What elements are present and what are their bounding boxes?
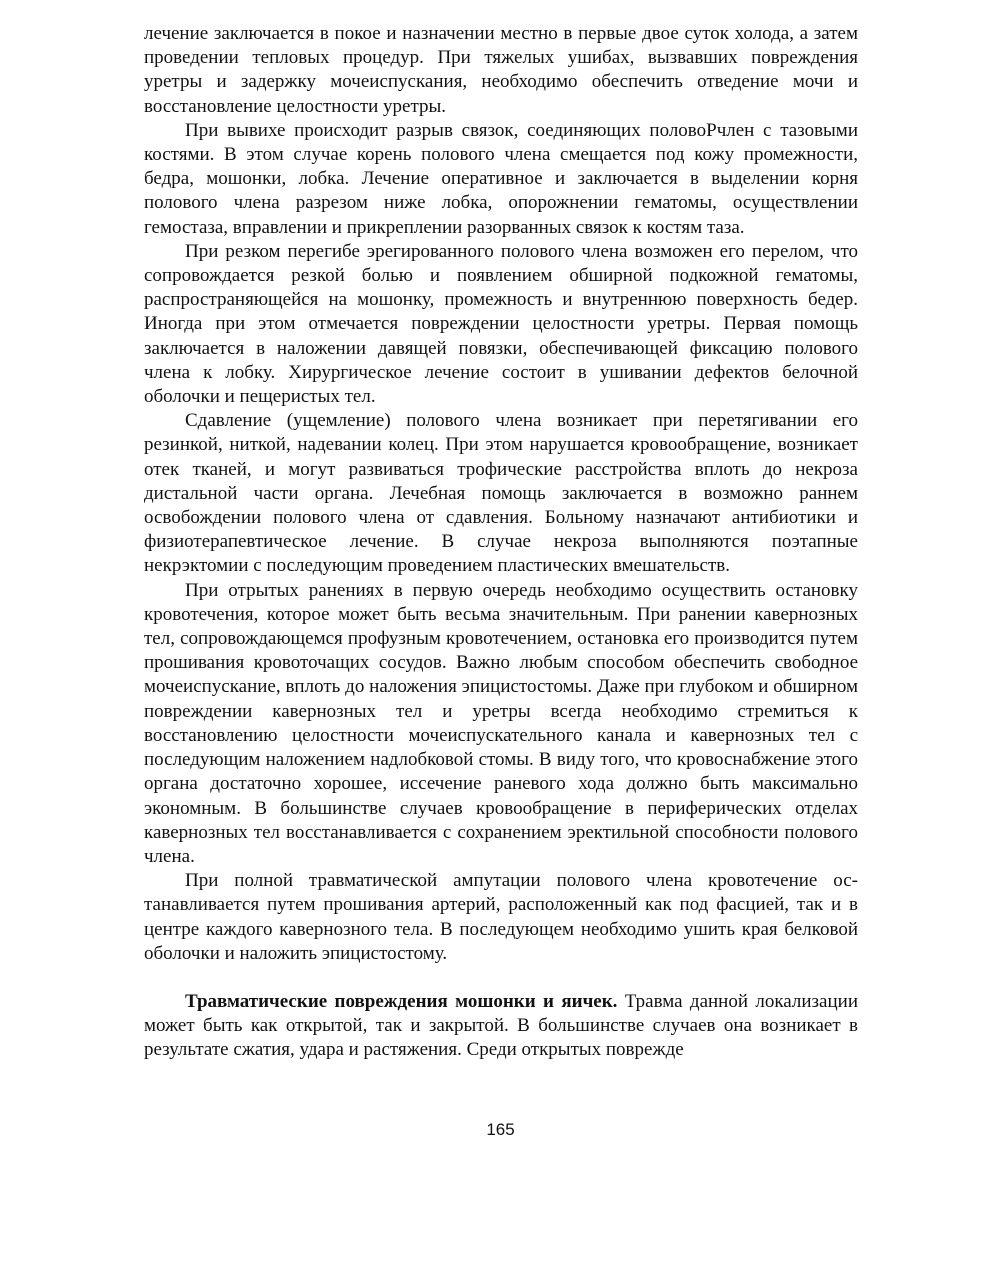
paragraph-continued: лечение заключается в покое и назначении местно в первые двое суток холода, а затем проведении тепловых процедур. При тяжелых ушибах, вызвавших повреждения уретры и задержку мочеиспускания, необходимо обеспечить отведение мочи и восстановление целостности уретры.	[144, 23, 858, 117]
paragraph-amputation: При полной травматической ампутации полового члена кровотечение останавливается путем прошивания артерий, расположенный как под фасцией, так и в центре каждого кавернозного тела. В последующем необходимо ушить края белковой оболочки и наложить эпицистостому.	[144, 870, 858, 964]
page-body	[144, 22, 858, 1063]
paragraph-fracture: При резком перегибе эрегированного полового члена возможен его перелом, что сопровождается резкой болью и появлением обширной подкожной гематомы, распространяющейся на мошонку, промежность и внутреннюю поверхность бедер. Иногда при этом отмечается повреждении целостности уретры. Первая помощь заключается в наложении давящей повязки, обеспечивающей фиксацию полового члена к лобку. Хирургическое лечение состоит в ушивании дефектов белочной оболочки и пещеристых тел.	[144, 240, 858, 408]
paragraph-open-wounds: При отрытых ранениях в первую очередь необходимо осуществить остановку кровотечения, которое может быть весьма значительным. При ранении кавернозных тел, сопровождающемся профузным кровотечением, остановка его производится путем прошивания кровоточащих сосудов. Важно любым способом обеспечить свободное мочеиспускание, вплоть до наложения эпицистостомы. Даже при глубоком и обширном повреждении кавернозных тел и уретры всегда необходимо стремиться к восстановлению целостности мочеиспускательного канала и кавернозных тел с последующим наложением надлобковой стомы. В виду того, что кровоснабжение этого органа достаточно хорошее, иссечение раневого хода должно быть максимально экономным. В большинстве случаев кровообращение в периферических отделах кавернозных тел восстанавливается с сохранением эректильной способности полового члена.	[144, 579, 858, 867]
paragraph-dislocation: При вывихе происходит разрыв связок, соединяющих половоРчлен с тазовыми костями. В этом случае корень полового члена смещается под кожу промежности, бедра, мошонки, лобка. Лечение оперативное и заключается в выделении корня полового члена разрезом ниже лобка, опорожнении гематомы, осуществлении гемостаза, вправлении и прикреплении разорванных связок к костям таза.	[144, 119, 858, 238]
paragraph-compression: Сдавление (ущемление) полового члена возникает при перетягивании его резинкой, ниткой, надевании колец. При этом нарушается кровообращение, возникает отек тканей, и могут развиваться трофические расстройства вплоть до некроза дистальной части органа. Лечебная помощь заключается в возможно раннем освобождении полового члена от сдавления. Больному назначают антибиотики и физиотерапевтическое лечение. В случае некроза выполняются поэтапные некрэктомии с последующим проведением пластических вмешательств.	[144, 410, 858, 577]
section-heading: Травматические повреждения мошонки и яичек.	[185, 990, 618, 1012]
paragraph-section-scrotum	[144, 990, 858, 1063]
page-number: 165	[486, 1120, 515, 1139]
section-text: Травма данной локализации может быть как открытой, так и закрытой. В большинстве случаев она возникает в результате сжатия, удара и растяжения. Среди открытых поврежде	[144, 990, 858, 1061]
